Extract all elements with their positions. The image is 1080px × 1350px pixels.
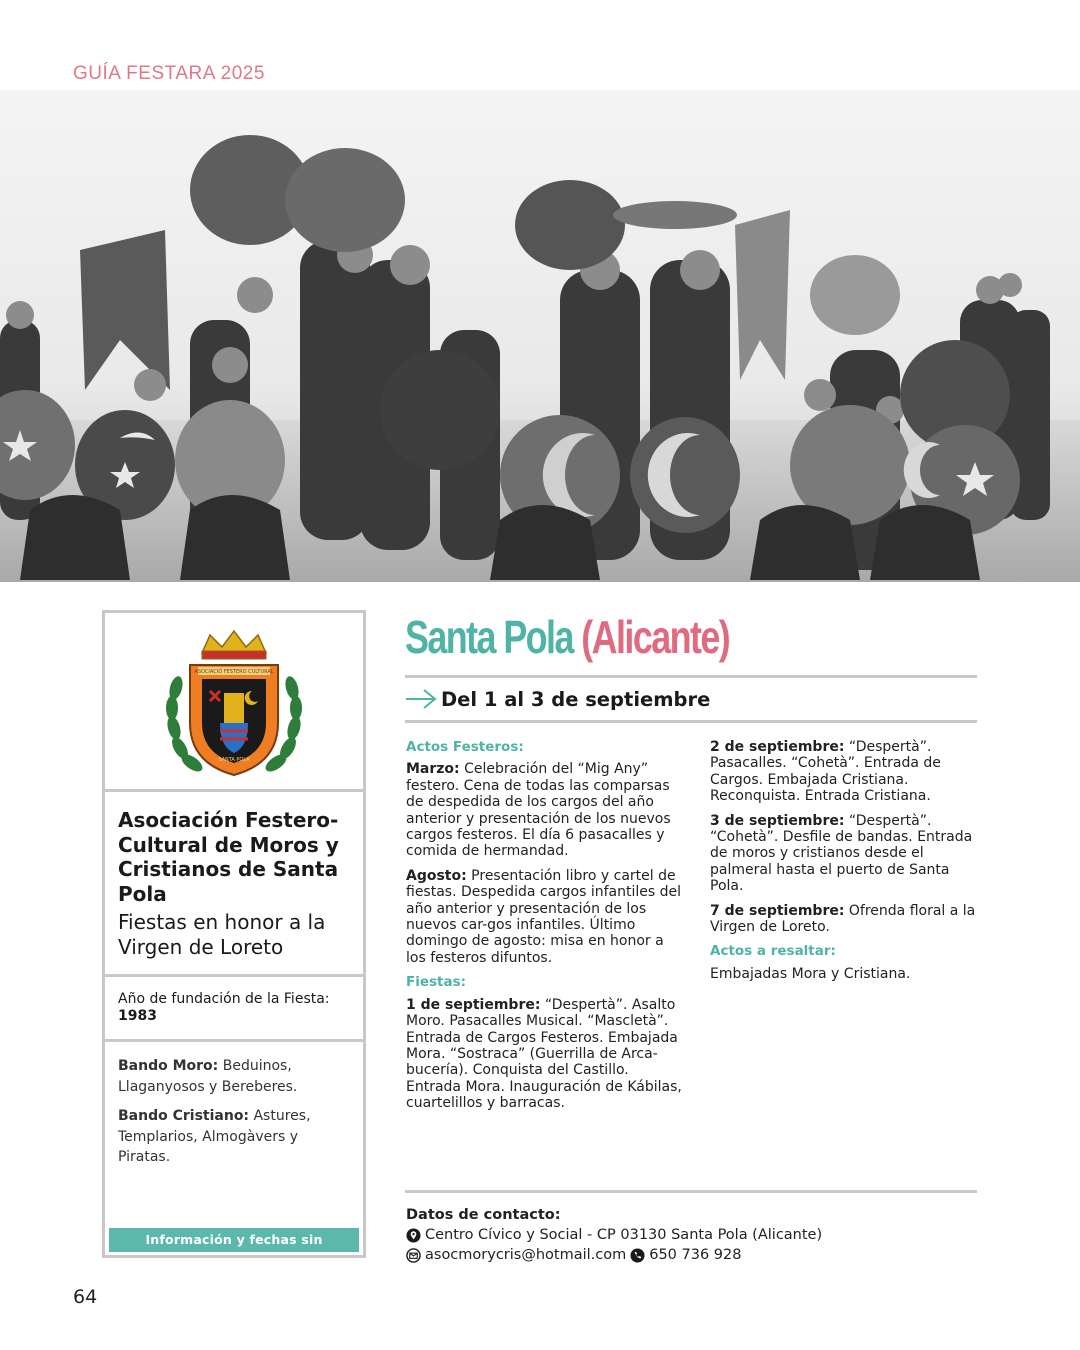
actos-festeros-heading: Actos Festeros: xyxy=(406,739,524,755)
city-province: (Alicante) xyxy=(581,611,730,663)
bando-moro-value: Beduinos, Llaganyosos y Bereberes. xyxy=(118,1058,298,1095)
sep3-text: “Despertà”. “Cohetà”. Desfile de bandas. Entrada de moros y cristianos desde el palmeral hasta el puerto de Santa Pola. xyxy=(710,812,973,895)
bando-moro-label: Bando Moro: xyxy=(118,1058,219,1074)
sep3-label: 3 de septiembre: xyxy=(710,812,845,829)
contact-email-line xyxy=(406,1245,822,1265)
agosto-text: Presentación libro y cartel de fiestas. Despedida cargos infantiles del año anterior y presentación de los nuevos car-gos infantiles. Último domingo de agosto: misa en honor a los festeros difuntos. xyxy=(406,867,682,966)
events-column-2 xyxy=(710,739,982,990)
sep2-text: “Despertà”. Pasacalles. “Cohetà”. Entrada de Cargos. Embajada Cristiana. Reconquista. Entrada Cristiana. xyxy=(710,739,941,805)
agosto-label: Agosto: xyxy=(406,867,467,884)
location-pin-icon xyxy=(406,1228,421,1243)
contact-heading: Datos de contacto: xyxy=(406,1207,561,1223)
sep1-text: “Despertà”. Asalto Moro. Pasacalles Musical. “Mascletà”. Entrada de Cargos Festeros. Embajada Mora. “Sostraca” (Guerrilla de Arca-bucería). Conquista del Castillo. Entrada Mora. Inauguración de Kábilas, cuartelillos y barracas. xyxy=(406,996,682,1112)
sep7-label: 7 de septiembre: xyxy=(710,902,845,919)
contact-section xyxy=(406,1205,822,1265)
marzo-text: Celebración del “Mig Any” festero. Cena de todas las comparsas de despedida de los cargos del año anterior y presentación de los nuevos cargos festeros. El día 6 pasacalles y comida de hermandad. xyxy=(406,761,671,860)
coat-of-arms-logo xyxy=(102,613,366,789)
bando-cristiano-label: Bando Cristiano: xyxy=(118,1108,250,1124)
festival-photo xyxy=(0,90,1080,582)
foundation-label: Año de fundación de la Fiesta: xyxy=(118,991,330,1007)
entry-sep2 xyxy=(710,739,982,805)
phone-icon xyxy=(630,1248,645,1263)
city-name: Santa Pola xyxy=(405,611,573,663)
bando-cristiano-value: Astures, Templarios, Almogàvers y Piratas. xyxy=(118,1108,311,1165)
association-card xyxy=(102,610,366,1271)
contact-phone[interactable]: 650 736 928 xyxy=(649,1247,742,1263)
page-number: 64 xyxy=(73,1286,98,1308)
contact-address: Centro Cívico y Social - CP 03130 Santa Pola (Alicante) xyxy=(425,1227,823,1243)
logo-text-top: ASOCIACIÓ FESTERO CULTURAL xyxy=(194,669,274,675)
resaltar-text: Embajadas Mora y Cristiana. xyxy=(710,965,911,982)
page-title xyxy=(405,606,729,668)
contact-divider xyxy=(405,1190,977,1193)
fiestas-heading: Fiestas: xyxy=(406,974,467,991)
arrow-right-icon xyxy=(405,688,437,710)
title-divider xyxy=(405,675,977,678)
logo-box xyxy=(105,613,363,792)
contact-email[interactable]: asocmorycris@hotmail.com xyxy=(425,1247,627,1263)
foundation-info xyxy=(105,977,363,1042)
marzo-label: Marzo: xyxy=(406,761,460,778)
events-column-1 xyxy=(406,739,682,1120)
sep7-text: Ofrenda floral a la Virgen de Loreto. xyxy=(710,902,976,936)
unconfirmed-badge: Información y fechas sin confirmar xyxy=(109,1228,359,1252)
festival-dates: Del 1 al 3 de septiembre xyxy=(441,687,711,711)
bando-cristiano xyxy=(118,1106,351,1168)
entry-agosto xyxy=(406,868,682,966)
sep2-label: 2 de septiembre: xyxy=(710,739,845,755)
foundation-year: 1983 xyxy=(118,1008,157,1024)
guide-header: GUÍA FESTARA 2025 xyxy=(73,63,265,84)
sep1-label: 1 de septiembre: xyxy=(406,996,541,1013)
contact-address-line xyxy=(406,1225,822,1245)
organization-box xyxy=(105,792,363,977)
organization-name: Asociación Festero-Cultural de Moros y Cristianos de Santa Pola xyxy=(118,808,339,906)
entry-sep3 xyxy=(710,813,982,895)
entry-sep7 xyxy=(710,903,982,936)
logo-text-bottom: SANTA POLA xyxy=(218,757,250,763)
dates-row xyxy=(405,685,710,713)
bandos-info xyxy=(105,1042,363,1168)
entry-marzo xyxy=(406,761,682,859)
envelope-icon xyxy=(406,1248,421,1263)
entry-sep1 xyxy=(406,997,682,1112)
dates-divider xyxy=(405,720,977,723)
bando-moro xyxy=(118,1056,351,1097)
organization-subtitle: Fiestas en honor a la Virgen de Loreto xyxy=(118,910,326,959)
actos-resaltar-heading: Actos a resaltar: xyxy=(710,943,836,960)
